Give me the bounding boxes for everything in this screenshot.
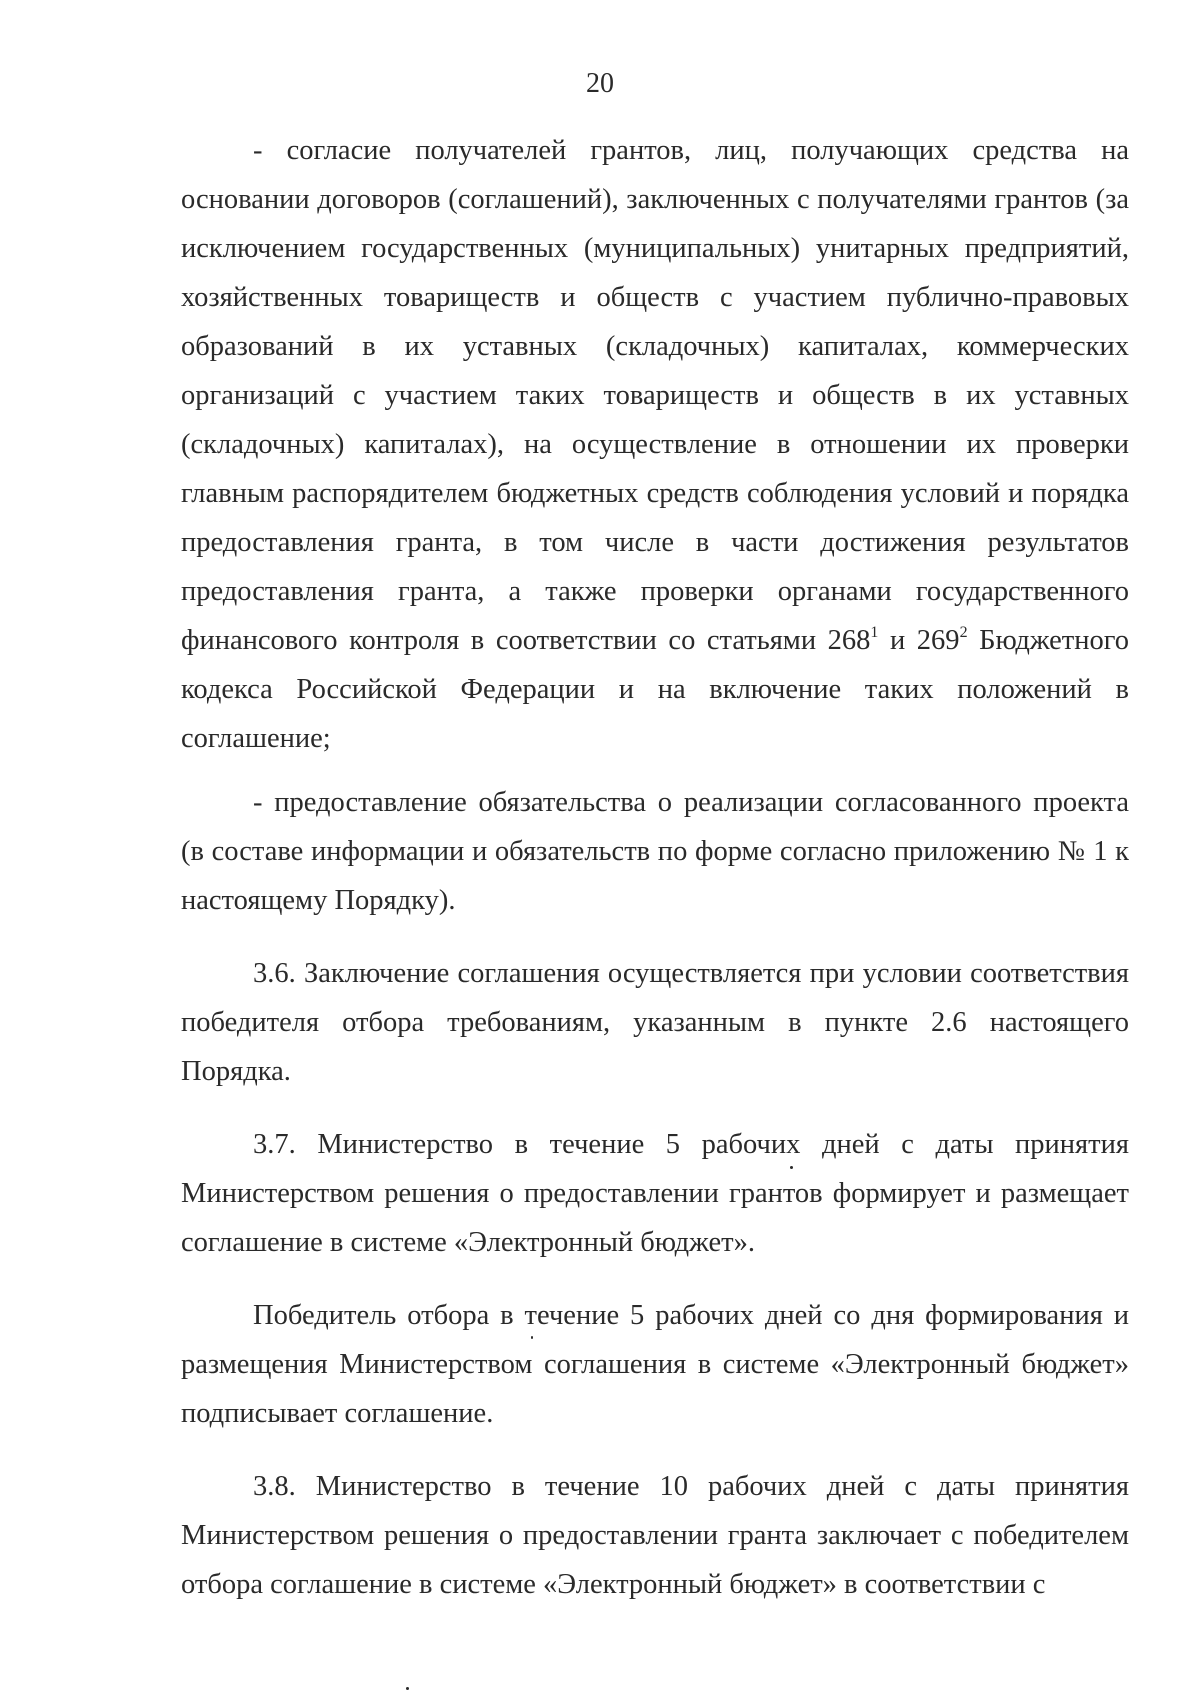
scan-speck (790, 1166, 793, 1169)
paragraph-3-6: 3.6. Заключение соглашения осуществляется при условии соответствия победителя отбора требованиям, указанным в пункте 2.6 настоящего Порядка. (181, 958, 1129, 1087)
document-body (181, 126, 1129, 1609)
paragraph-consent-mid: и 269 (878, 625, 960, 656)
paragraph-consent (181, 126, 1129, 763)
paragraph-consent-text: - согласие получателей грантов, лиц, получающих средства на основании договоров (соглашений), заключенных с получателями грантов (за исключением государственных (муниципальных) унитарных предприятий, хозяйственных товариществ и обществ с участием публично-правовых образований в их уставных (складочных) капиталах, коммерческих организаций с участием таких товариществ и обществ в их уставных (складочных) капиталах), на осуществление в отношении их проверки главным распорядителем бюджетных средств соблюдения условий и порядка предоставления гранта, в том числе в части достижения результатов предоставления гранта, а также проверки органами государственного финансового контроля в соответствии со статьями 268 (181, 135, 1129, 656)
paragraph-obligation: - предоставление обязательства о реализации согласованного проекта (в составе информации и обязательств по форме согласно приложению № 1 к настоящему Порядку). (181, 787, 1129, 916)
paragraph-winner-signs: Победитель отбора в течение 5 рабочих дней со дня формирования и размещения Министерством соглашения в системе «Электронный бюджет» подписывает соглашение. (181, 1300, 1129, 1429)
page-number: 20 (586, 68, 614, 99)
superscript-268: 1 (870, 624, 879, 641)
scan-speck (531, 1336, 533, 1339)
paragraph-3-7: 3.7. Министерство в течение 5 рабочих дней с даты принятия Министерством решения о предоставлении грантов формирует и размещает соглашение в системе «Электронный бюджет». (181, 1129, 1129, 1258)
superscript-269: 2 (959, 624, 968, 641)
paragraph-3-8: 3.8. Министерство в течение 10 рабочих дней с даты принятия Министерством решения о предоставлении гранта заключает с победителем отбора соглашение в системе «Электронный бюджет» в соответствии с (181, 1471, 1129, 1600)
paragraph-consent-end: Бюджетного кодекса Российской Федерации и на включение таких положений в соглашение; (181, 625, 1129, 754)
scan-speck (406, 1687, 409, 1690)
